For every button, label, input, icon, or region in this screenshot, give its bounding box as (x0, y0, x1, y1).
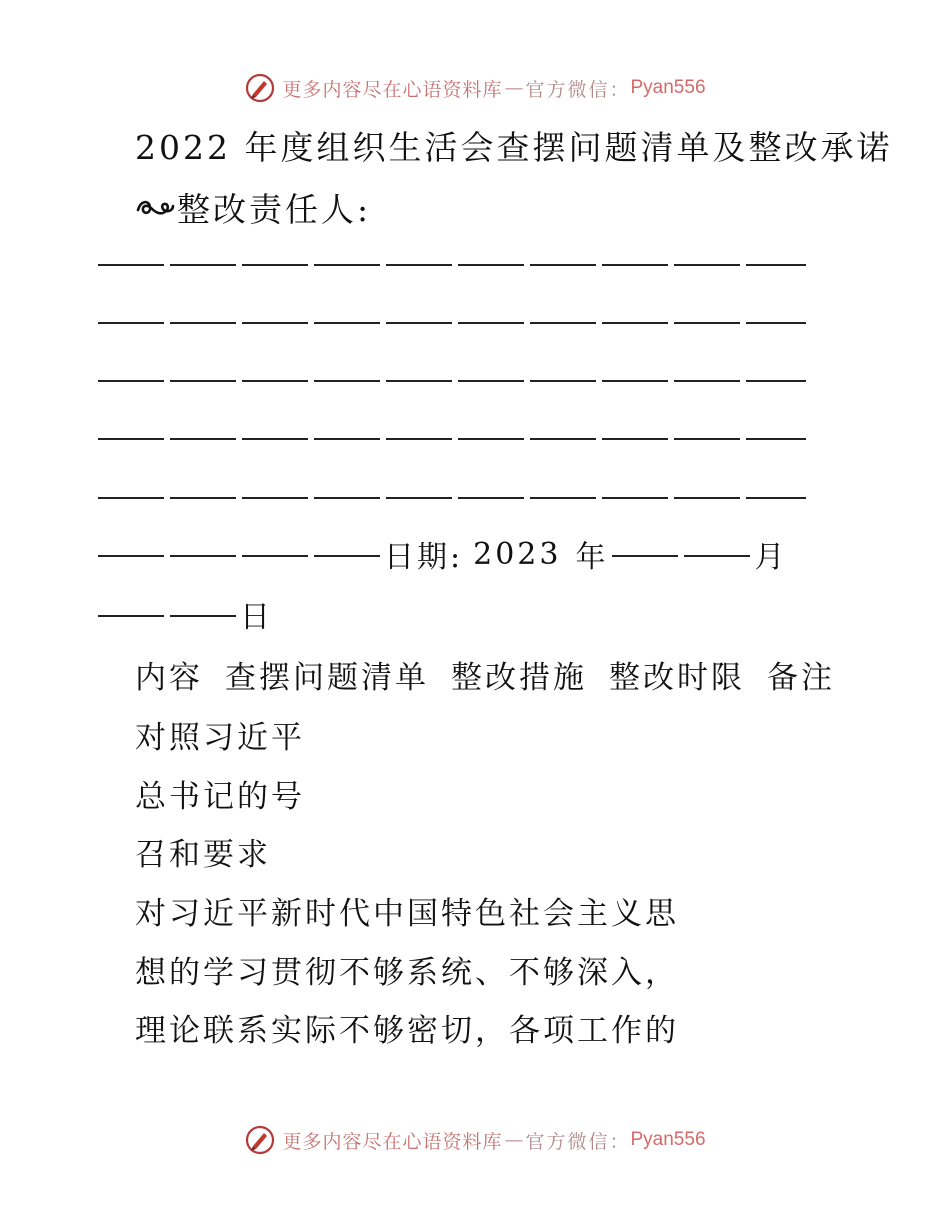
blank-line-3[interactable] (98, 380, 806, 382)
day-row (98, 592, 270, 636)
watermark-text: 更多内容尽在心语资料库 (282, 78, 503, 101)
header-watermark (0, 68, 950, 108)
date-blank-line[interactable] (98, 555, 380, 557)
responsible-label: 整改责任人: (177, 190, 372, 229)
blank-line-5[interactable] (98, 497, 806, 499)
table-header-row (135, 652, 835, 697)
date-label: 日期: (384, 540, 464, 575)
watermark-wechat-label: 官方微信： (525, 1130, 631, 1153)
responsible-person-row (135, 184, 371, 231)
watermark-dash: — (504, 77, 524, 99)
watermark-text: 更多内容尽在心语资料库 (282, 1130, 503, 1153)
date-month-unit: 月 (754, 540, 788, 575)
watermark-wechat-id: Pyan556 (630, 1129, 706, 1150)
content-line-5: 想的学习贯彻不够系统、不够深入， (135, 955, 679, 991)
blank-line-2[interactable] (98, 322, 806, 324)
watermark-wechat-label: 官方微信： (525, 78, 631, 101)
table-header-issues: 查摆问题清单 (225, 660, 429, 696)
blank-line-4[interactable] (98, 438, 806, 440)
table-header-notes: 备注 (767, 660, 835, 696)
date-row (98, 532, 787, 576)
table-header-measures: 整改措施 (451, 660, 587, 696)
document-title: 2022 年度组织生活会查摆问题清单及整改承诺 (135, 128, 893, 167)
content-line-4: 对习近平新时代中国特色社会主义思 (135, 896, 679, 932)
day-blank-line[interactable] (98, 615, 240, 617)
blank-line-1[interactable] (98, 264, 806, 266)
date-year: 2023 (473, 536, 562, 572)
content-line-6: 理论联系实际不够密切，各项工作的 (135, 1013, 679, 1049)
pen-circle-logo-icon (244, 1124, 276, 1156)
watermark-dash: — (504, 1129, 524, 1151)
table-header-content: 内容 (135, 660, 203, 696)
pen-circle-logo-icon (244, 72, 276, 104)
content-line-1: 对照习近平 (135, 720, 305, 756)
table-header-deadline: 整改时限 (609, 660, 745, 696)
footer-watermark (0, 1120, 950, 1160)
month-blank-line[interactable] (612, 555, 754, 557)
date-year-unit: 年 (575, 540, 609, 575)
content-line-2: 总书记的号 (135, 779, 305, 815)
flourish-icon (135, 194, 175, 222)
content-line-3: 召和要求 (135, 837, 271, 873)
watermark-wechat-id: Pyan556 (630, 77, 706, 98)
date-day-unit: 日 (240, 600, 270, 635)
